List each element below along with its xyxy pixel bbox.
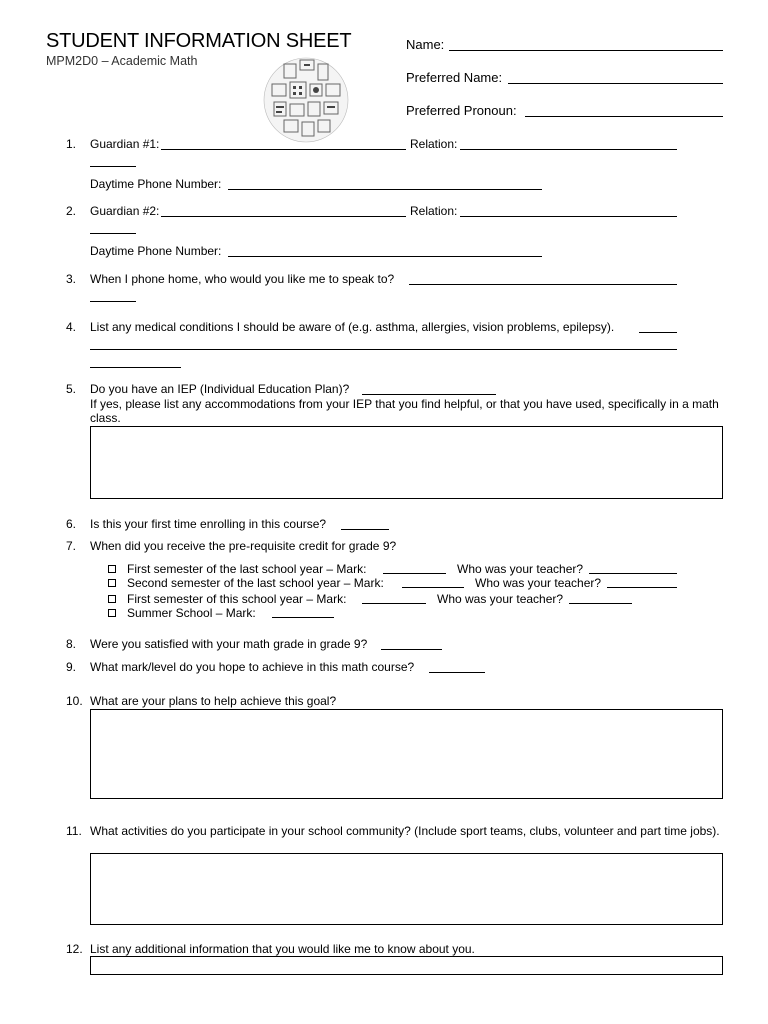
preferred-pronoun-field[interactable] [525, 116, 723, 117]
course-code: MPM2D0 – Academic Math [46, 54, 198, 68]
preferred-pronoun-label: Preferred Pronoun: [406, 103, 517, 118]
q2-phone-label: Daytime Phone Number: [90, 244, 222, 258]
q7-option-1-teacher-field[interactable] [589, 573, 677, 574]
q7-option-1-teacher: Who was your teacher? [457, 562, 584, 576]
q3-text: When I phone home, who would you like me to speak to? [90, 272, 395, 286]
q8-field[interactable] [381, 649, 442, 650]
q10-answer-box[interactable] [90, 709, 723, 799]
q1-number: 1. [66, 137, 77, 151]
q5-answer-box[interactable] [90, 426, 723, 499]
q9-number: 9. [66, 660, 77, 674]
q7-option-4[interactable]: Summer School – Mark: [108, 606, 256, 620]
q5-field[interactable] [362, 394, 496, 395]
q7-option-2[interactable]: Second semester of the last school year – Mark: [108, 576, 384, 590]
q5-text2: If yes, please list any accommodations from your IEP that you find helpful, or that you have used, specifically in a math class. [90, 397, 719, 425]
q10-text: What are your plans to help achieve this goal? [90, 694, 337, 708]
q4-text: List any medical conditions I should be aware of (e.g. asthma, allergies, vision problems, epilepsy). [90, 320, 615, 334]
q4-field[interactable] [639, 332, 677, 333]
q4-field-line3[interactable] [90, 367, 181, 368]
q2-guardian-label: Guardian #2: [90, 204, 160, 218]
q7-option-2-teacher: Who was your teacher? [475, 576, 602, 590]
q4-number: 4. [66, 320, 77, 334]
q11-answer-box[interactable] [90, 853, 723, 925]
relation2-field[interactable] [460, 216, 677, 217]
q6-text: Is this your first time enrolling in this course? [90, 517, 327, 531]
q2-number: 2. [66, 204, 77, 218]
q7-option-1-mark[interactable] [383, 573, 446, 574]
q3-field[interactable] [409, 284, 677, 285]
guardian1-field[interactable] [161, 149, 406, 150]
q12-answer-box[interactable] [90, 956, 723, 975]
q7-option-2-mark[interactable] [402, 587, 464, 588]
q10-number: 10. [66, 694, 83, 708]
math-tools-collage-icon [262, 54, 350, 146]
q7-option-3-teacher-field[interactable] [569, 603, 632, 604]
phone1-field[interactable] [228, 189, 542, 190]
checkbox-icon[interactable] [108, 579, 116, 587]
checkbox-icon[interactable] [108, 595, 116, 603]
q7-text: When did you receive the pre-requisite credit for grade 9? [90, 539, 397, 553]
q7-number: 7. [66, 539, 77, 553]
q5-text: Do you have an IEP (Individual Education Plan)? [90, 382, 350, 396]
preferred-name-label: Preferred Name: [406, 70, 503, 85]
phone2-field[interactable] [228, 256, 542, 257]
name-label: Name: [406, 37, 445, 52]
q8-number: 8. [66, 637, 77, 651]
checkbox-icon[interactable] [108, 609, 116, 617]
q3-field-cont[interactable] [90, 301, 136, 302]
relation1-field-cont[interactable] [90, 166, 136, 167]
q1-guardian-label: Guardian #1: [90, 137, 160, 151]
page-title: STUDENT INFORMATION SHEET [46, 30, 352, 52]
q7-option-3[interactable]: First semester of this school year – Mark: [108, 592, 346, 606]
q7-option-3-teacher: Who was your teacher? [437, 592, 564, 606]
q7-option-4-mark[interactable] [272, 617, 334, 618]
q1-phone-label: Daytime Phone Number: [90, 177, 222, 191]
q12-number: 12. [66, 942, 83, 956]
q2-relation-label: Relation: [410, 204, 458, 218]
q11-text: What activities do you participate in your school community? (Include sport teams, clubs, volunteer and part time jobs). [90, 824, 720, 838]
checkbox-icon[interactable] [108, 565, 116, 573]
q5-number: 5. [66, 382, 77, 396]
q11-number: 11. [66, 824, 82, 838]
q1-relation-label: Relation: [410, 137, 458, 151]
q6-number: 6. [66, 517, 77, 531]
q8-text: Were you satisfied with your math grade in grade 9? [90, 637, 368, 651]
q9-text: What mark/level do you hope to achieve in this math course? [90, 660, 415, 674]
q9-field[interactable] [429, 672, 485, 673]
q6-field[interactable] [341, 529, 389, 530]
relation1-field[interactable] [460, 149, 677, 150]
guardian2-field[interactable] [161, 216, 406, 217]
name-field[interactable] [449, 50, 723, 51]
q4-field-line2[interactable] [90, 349, 677, 350]
preferred-name-field[interactable] [508, 83, 723, 84]
relation2-field-cont[interactable] [90, 233, 136, 234]
q7-option-3-mark[interactable] [362, 603, 426, 604]
q12-text: List any additional information that you would like me to know about you. [90, 942, 475, 956]
q3-number: 3. [66, 272, 77, 286]
q7-option-2-teacher-field[interactable] [607, 587, 677, 588]
q7-option-1[interactable]: First semester of the last school year – Mark: [108, 562, 366, 576]
